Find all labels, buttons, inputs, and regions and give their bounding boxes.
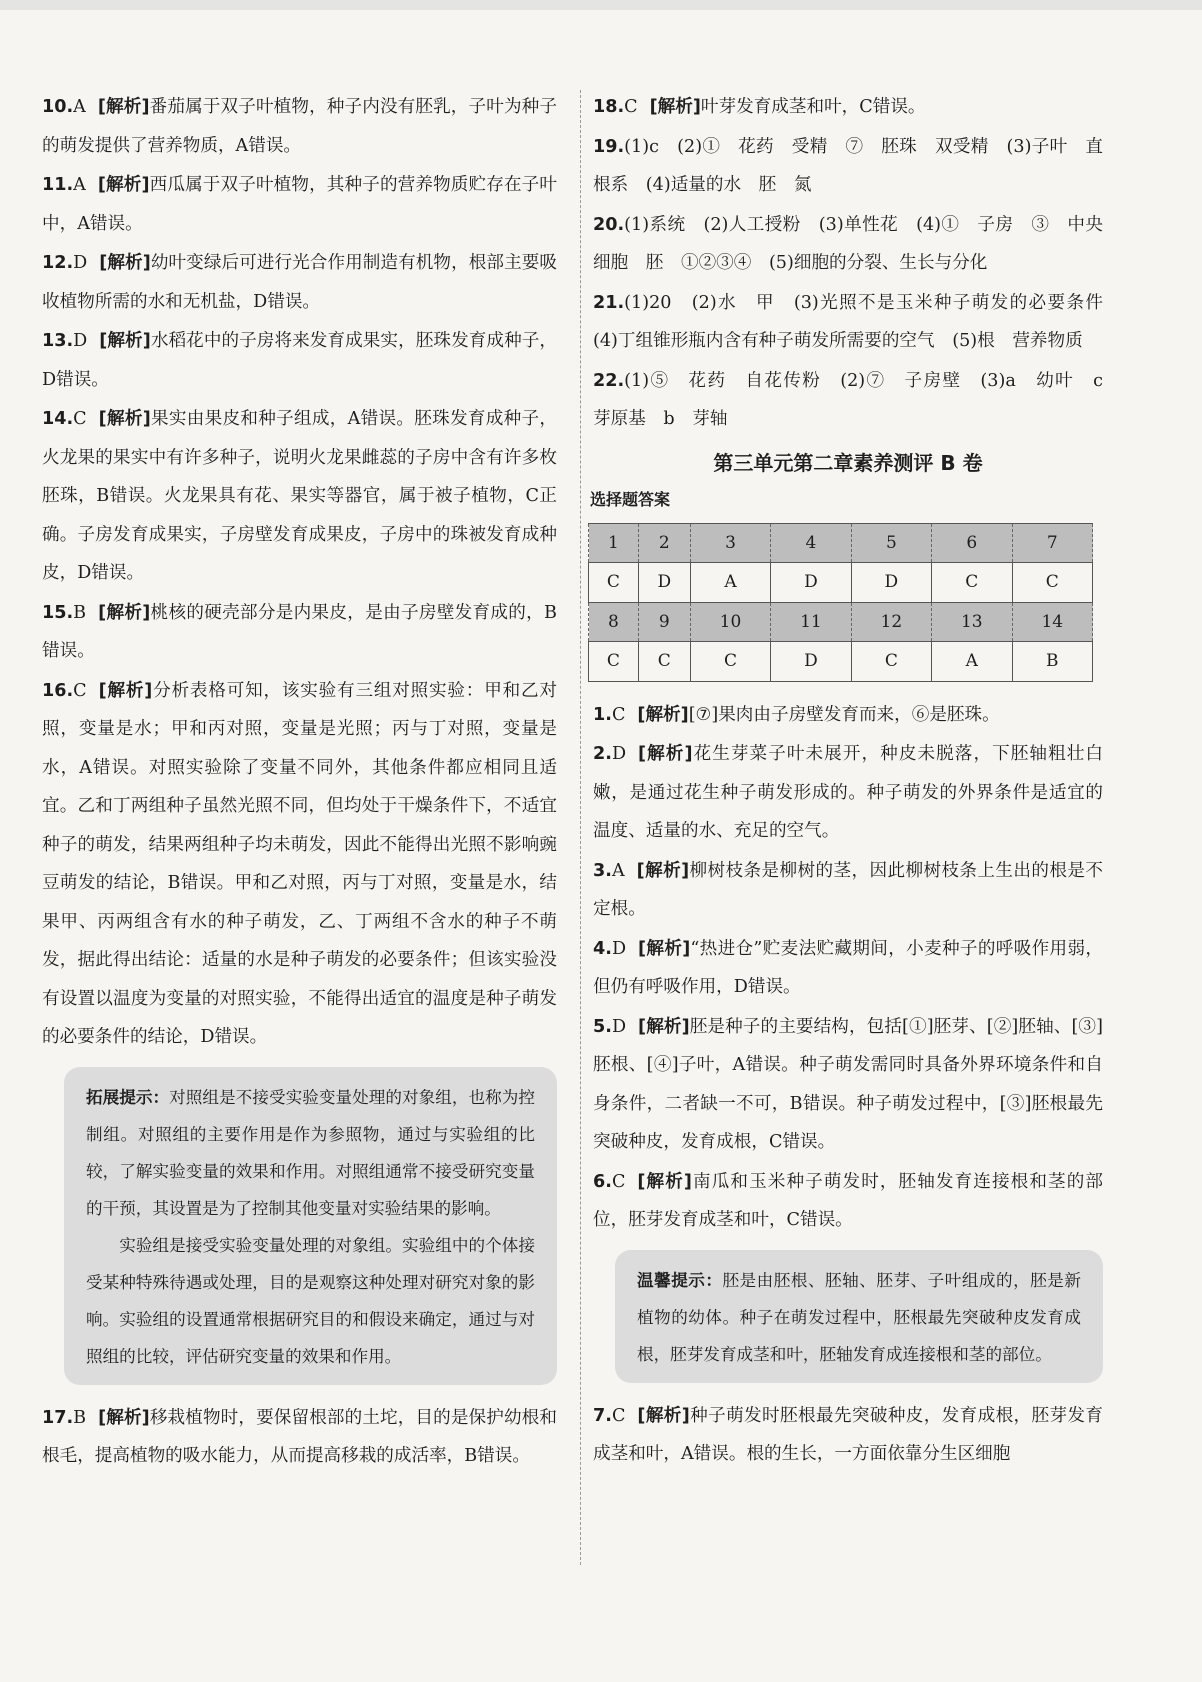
question-number: 22. xyxy=(593,370,625,391)
answer-text: (1)20 (2)水 甲 (3)光照不是玉米种子萌发的必要条件 (4)丁组锥形瓶内含有种子萌发所需要的空气 (5)根 营养物质 xyxy=(593,292,1121,351)
analysis-tag: [解析] xyxy=(636,860,690,881)
question-number: 19. xyxy=(593,136,625,157)
analysis-text: 花生芽菜子叶未展开，种皮未脱落，下胚轴粗壮白嫩，是通过花生种子萌发形成的。种子萌发的外界条件是适宜的温度、适量的水、充足的空气。 xyxy=(593,744,1103,841)
analysis-tag: [解析] xyxy=(649,97,701,117)
question-number: 18. xyxy=(593,97,625,117)
question-number: 1. xyxy=(593,704,612,725)
answer-letter: A xyxy=(73,175,86,195)
section-title: 第三单元第二章素养测评 B 卷 xyxy=(713,450,983,475)
table-cell: C xyxy=(589,642,639,682)
question-16 xyxy=(42,672,557,1057)
answer-text: (1)系统 (2)人工授粉 (3)单性花 (4)① 子房 ③ 中央细胞 胚 ①②③④ (5)细胞的分裂、生长与分化 xyxy=(593,214,1103,273)
analysis-text: 分析表格可知，该实验有三组对照实验：甲和乙对照，变量是水；甲和丙对照，变量是光照；丙与丁对照，变量是水，A错误。对照实验除了变量不同外，其他条件都应相同且适宜。乙和丁两组种子虽然光照不同，但均处于干燥条件下，不适宜种子的萌发，结果两组种子均未萌发，因此不能得出光照不影响豌豆萌发的结论，B错误。甲和乙对照，丙与丁对照，变量是水，结果甲、丙两组含有水的种子萌发，乙、丁两组不含水的种子不萌发，据此得出结论：适量的水是种子萌发的必要条件；但该实验没有设置以温度为变量的对照实验，不能得出适宜的温度是种子萌发的必要条件的结论，D错误。 xyxy=(42,680,557,1047)
answer-letter: D xyxy=(73,253,88,273)
answer-table-number-row xyxy=(589,602,1093,642)
answer-letter: B xyxy=(73,1407,87,1428)
answer-text: (1)c (2)① 花药 受精 ⑦ 胚珠 双受精 (3)子叶 直根系 (4)适量的水 胚 氮 xyxy=(593,136,1103,195)
question-number: 7. xyxy=(593,1405,612,1426)
question-11 xyxy=(42,166,557,243)
table-cell: D xyxy=(638,563,690,603)
analysis-tag: [解析] xyxy=(637,1171,692,1192)
question-number: 11. xyxy=(42,175,74,195)
extension-tip-box xyxy=(64,1067,557,1385)
question-number: 17. xyxy=(42,1407,74,1428)
answer-letter: C xyxy=(611,1171,626,1192)
table-cell: C xyxy=(932,563,1012,603)
table-cell: 2 xyxy=(638,523,690,563)
analysis-text: 南瓜和玉米种子萌发时，胚轴发育连接根和茎的部位，胚芽发育成茎和叶，C错误。 xyxy=(593,1171,1103,1230)
answer-letter: A xyxy=(611,860,625,881)
question-20 xyxy=(593,206,1103,283)
analysis-text: 种子萌发时胚根最先突破种皮，发育成根，胚芽发育成茎和叶，A错误。根的生长，一方面依靠分生区细胞 xyxy=(593,1405,1103,1464)
analysis-text: 幼叶变绿后可进行光合作用制造有机物，根部主要吸收植物所需的水和无机盐，D错误。 xyxy=(42,253,557,312)
question-b7 xyxy=(593,1397,1103,1474)
question-19 xyxy=(593,128,1103,205)
table-cell: D xyxy=(771,642,851,682)
right-column xyxy=(590,88,1121,1475)
analysis-text: [⑦]果肉由子房壁发育而来，⑥是胚珠。 xyxy=(688,704,1000,725)
table-cell: A xyxy=(690,563,770,603)
table-cell: A xyxy=(932,642,1012,682)
analysis-tag: [解析] xyxy=(637,1405,690,1426)
table-cell: 4 xyxy=(771,523,851,563)
analysis-text: 桃核的硬壳部分是内果皮，是由子房壁发育成的，B错误。 xyxy=(42,602,557,661)
table-cell: 8 xyxy=(589,602,639,642)
warm-tip-para xyxy=(637,1262,1081,1373)
question-12 xyxy=(42,244,557,321)
question-21 xyxy=(593,284,1121,361)
analysis-text: 柳树枝条是柳树的茎，因此柳树枝条上生出的根是不定根。 xyxy=(593,860,1103,919)
analysis-tag: [解析] xyxy=(637,704,689,725)
analysis-tag: [解析] xyxy=(99,253,151,273)
answer-letter: D xyxy=(611,744,627,764)
answer-letter: A xyxy=(73,97,86,117)
table-cell: 12 xyxy=(851,602,931,642)
question-number: 20. xyxy=(593,214,625,235)
question-number: 16. xyxy=(42,680,74,701)
analysis-tag: [解析] xyxy=(638,938,691,959)
extension-tip-para-1 xyxy=(86,1079,535,1227)
table-cell: B xyxy=(1012,642,1092,682)
question-number: 14. xyxy=(42,409,74,429)
extension-tip-text-2: 实验组是接受实验变量处理的对象组。实验组中的个体接受某种特殊待遇或处理，目的是观察这种处理对研究对象的影响。实验组的设置通常根据研究目的和假设来确定，通过与对照组的比较，评估研究变量的效果和作用。 xyxy=(86,1235,535,1366)
question-number: 3. xyxy=(593,860,612,881)
analysis-tag: [解析] xyxy=(98,680,153,701)
warm-tip-text: 胚是由胚根、胚轴、胚芽、子叶组成的，胚是新植物的幼体。种子在萌发过程中，胚根最先突破种皮发育成根，胚芽发育成茎和叶，胚轴发育成连接根和茎的部位。 xyxy=(637,1270,1082,1364)
analysis-text: 果实由果皮和种子组成，A错误。胚珠发育成种子，火龙果的果实中有许多种子，说明火龙果雌蕊的子房中含有许多枚胚珠，B错误。火龙果具有花、果实等器官，属于被子植物，C正确。子房发育成果实，子房壁发育成果皮，子房中的珠被发育成种皮，D错误。 xyxy=(42,409,557,583)
table-cell: 13 xyxy=(932,602,1012,642)
answer-text: (1)⑤ 花药 自花传粉 (2)⑦ 子房壁 (3)a 幼叶 c 芽原基 b 芽轴 xyxy=(593,370,1121,429)
analysis-tag: [解析] xyxy=(98,1407,150,1428)
analysis-tag: [解析] xyxy=(638,744,693,764)
question-18 xyxy=(593,88,1103,127)
table-cell: 7 xyxy=(1012,523,1092,563)
table-cell: 9 xyxy=(638,602,690,642)
answer-table-answer-row xyxy=(589,563,1093,603)
analysis-text: “热进仓”贮麦法贮藏期间，小麦种子的呼吸作用弱，但仍有呼吸作用，D错误。 xyxy=(593,938,1103,997)
answer-letter: B xyxy=(73,602,87,623)
answer-letter: D xyxy=(73,331,88,351)
question-number: 6. xyxy=(593,1171,612,1192)
answer-table-answer-row xyxy=(589,642,1093,682)
question-b3 xyxy=(593,852,1103,929)
question-17 xyxy=(42,1399,557,1476)
answer-letter: D xyxy=(611,938,627,959)
analysis-text: 水稻花中的子房将来发育成果实，胚珠发育成种子，D错误。 xyxy=(42,331,557,390)
extension-tip-text-1: 对照组是不接受实验变量处理的对象组，也称为控制组。对照组的主要作用是作为参照物，通过与实验组的比较，了解实验变量的效果和作用。对照组通常不接受研究变量的干预，其设置是为了控制其他变量对实验结果的影响。 xyxy=(86,1087,535,1218)
table-cell: C xyxy=(851,642,931,682)
question-15 xyxy=(42,594,557,671)
table-cell: 1 xyxy=(589,523,639,563)
question-b4 xyxy=(593,930,1103,1007)
analysis-tag: [解析] xyxy=(98,409,151,429)
analysis-text: 移栽植物时，要保留根部的土坨，目的是保护幼根和根毛，提高植物的吸水能力，从而提高移栽的成活率，B错误。 xyxy=(42,1407,557,1466)
table-cell: 10 xyxy=(690,602,770,642)
analysis-text: 番茄属于双子叶植物，种子内没有胚乳，子叶为种子的萌发提供了营养物质，A错误。 xyxy=(42,97,557,156)
scan-top-edge xyxy=(0,0,1202,10)
table-cell: 11 xyxy=(771,602,851,642)
left-column xyxy=(42,88,557,1477)
answer-letter: C xyxy=(611,1405,626,1426)
answer-letter: C xyxy=(624,97,638,117)
answer-table xyxy=(588,523,1093,682)
table-cell: 14 xyxy=(1012,602,1092,642)
question-number: 13. xyxy=(42,331,74,351)
answer-letter: D xyxy=(611,1016,627,1037)
table-cell: 5 xyxy=(851,523,931,563)
question-number: 15. xyxy=(42,602,74,623)
answer-table-number-row xyxy=(589,523,1093,563)
question-13 xyxy=(42,322,557,399)
table-cell: C xyxy=(638,642,690,682)
answer-letter: C xyxy=(73,409,87,429)
question-number: 5. xyxy=(593,1016,612,1037)
table-cell: 3 xyxy=(690,523,770,563)
question-b2 xyxy=(593,735,1103,851)
table-cell: 6 xyxy=(932,523,1012,563)
table-cell: D xyxy=(851,563,931,603)
table-cell: D xyxy=(771,563,851,603)
question-22 xyxy=(593,362,1121,439)
question-number: 21. xyxy=(593,292,625,313)
answer-letter: C xyxy=(611,704,626,725)
answer-letter: C xyxy=(73,680,87,701)
analysis-tag: [解析] xyxy=(97,175,150,195)
section-subtitle: 选择题答案 xyxy=(590,489,671,509)
table-cell: C xyxy=(690,642,770,682)
question-10 xyxy=(42,88,557,165)
analysis-tag: [解析] xyxy=(638,1016,690,1037)
table-cell: C xyxy=(1012,563,1092,603)
analysis-tag: [解析] xyxy=(97,97,150,117)
column-divider xyxy=(580,90,581,1565)
extension-tip-title: 拓展提示： xyxy=(86,1087,170,1107)
analysis-text: 西瓜属于双子叶植物，其种子的营养物质贮存在子叶中，A错误。 xyxy=(42,175,557,234)
analysis-tag: [解析] xyxy=(98,602,151,623)
question-number: 10. xyxy=(42,97,74,117)
question-b1 xyxy=(593,696,1103,735)
question-number: 12. xyxy=(42,253,74,273)
warm-tip-title: 温馨提示： xyxy=(637,1270,723,1290)
question-b5 xyxy=(593,1008,1103,1162)
analysis-text: 叶芽发育成茎和叶，C错误。 xyxy=(700,97,926,117)
analysis-tag: [解析] xyxy=(99,331,151,351)
question-number: 2. xyxy=(593,744,612,764)
question-b6 xyxy=(593,1163,1103,1240)
analysis-text: 胚是种子的主要结构，包括[①]胚芽、[②]胚轴、[③]胚根、[④]子叶，A错误。种子萌发需同时具备外界环境条件和自身条件，二者缺一不可，B错误。种子萌发过程中，[③]胚根最先突破种皮，发育成根，C错误。 xyxy=(593,1016,1103,1152)
question-14 xyxy=(42,400,557,593)
warm-tip-box xyxy=(615,1250,1103,1383)
question-number: 4. xyxy=(593,938,612,959)
table-cell: C xyxy=(589,563,639,603)
